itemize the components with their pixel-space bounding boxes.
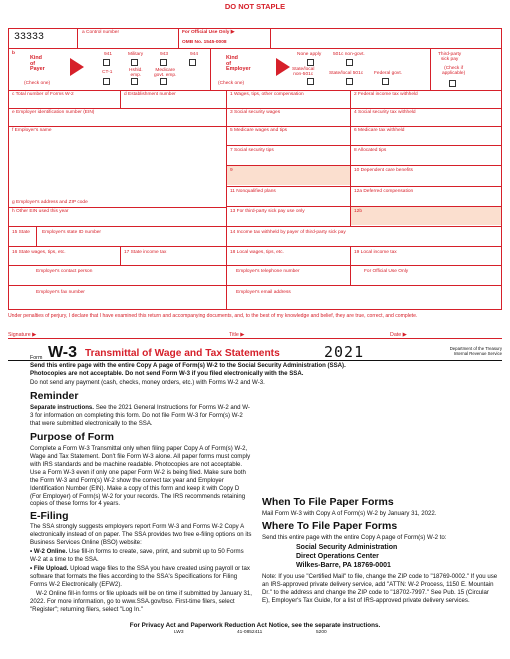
efiling-bullet-2 bbox=[30, 565, 252, 589]
control-number-label: a Control number bbox=[82, 30, 120, 35]
box-14-label: 14 Income tax withheld by payer of third-party sick pay bbox=[230, 230, 346, 235]
intro-line-1: Send this entire page with the entire Copy A page of Form(s) W-2 to the Social Security Administration (SSA). bbox=[30, 362, 346, 369]
employer-opt-federal: Federal govt. bbox=[374, 71, 402, 76]
reminder-body bbox=[30, 404, 252, 428]
employer-checkbox-statelocal[interactable] bbox=[307, 78, 314, 85]
payer-checkbox-hshld[interactable] bbox=[131, 78, 138, 85]
footer-code-2: 41-0852411 bbox=[237, 630, 263, 635]
when-body: Mail Form W-3 with Copy A of Form(s) W-2 by January 31, 2022. bbox=[262, 510, 437, 517]
employer-opt-statelocal501c: State/local 501c bbox=[329, 71, 364, 76]
payer-checkbox-medicare[interactable] bbox=[160, 78, 167, 85]
field-c-label: c Total number of Forms W-2 bbox=[12, 92, 74, 97]
box-9-label: 9 bbox=[230, 168, 233, 173]
when-heading: When To File Paper Forms bbox=[262, 496, 394, 508]
reminder-lead: Separate instructions. bbox=[30, 404, 95, 411]
intro-line-2: Photocopies are not acceptable. Do not send Form W-3 if you filed electronically with the SSA. bbox=[30, 370, 304, 377]
employer-checkbox-statelocal501c[interactable] bbox=[346, 78, 353, 85]
telephone-label: Employer's telephone number bbox=[236, 269, 300, 274]
fax-label: Employer's fax number bbox=[36, 290, 85, 295]
payer-checkbox-ct1[interactable] bbox=[103, 78, 110, 85]
box-19-label: 19 Local income tax bbox=[354, 250, 397, 255]
where-note: Note: If you use "Certified Mail" to file, change the ZIP code to "18769-0002." If you use an IRS-approved private delivery service, add "ATTN: W-2 Process, 1150 E. Mountain Dr." to the address and change the ZIP code to "18702-7997." See Pub. 15 (Circular E), Employer's Tax Guide, for a list of IRS-approved private delivery services. bbox=[262, 573, 498, 604]
payer-opt-hshld: Hshld. emp. bbox=[129, 68, 143, 79]
box-13-label: 13 For third-party sick pay use only bbox=[230, 209, 305, 214]
privacy-notice: For Privacy Act and Paperwork Reduction Act Notice, see the separate instructions. bbox=[129, 622, 381, 629]
box-15-state-id-label: Employer's state ID number bbox=[42, 230, 102, 235]
control-code: 33333 bbox=[14, 32, 45, 43]
field-f-label: f Employer's name bbox=[12, 128, 52, 133]
efiling-body: The SSA strongly suggests employers report Form W-3 and Forms W-2 Copy A electronically instead of on paper. The SSA provides two free e-filing options on its Business Services Online (BSO) website: bbox=[30, 523, 252, 546]
kind-of-employer-label: Kind of Employer bbox=[226, 55, 251, 73]
efiling-bullet-1 bbox=[30, 548, 252, 564]
box-4-label: 4 Social security tax withheld bbox=[354, 110, 416, 115]
where-heading: Where To File Paper Forms bbox=[262, 520, 398, 532]
box-15-label: 15 State bbox=[12, 230, 30, 235]
field-g-label: g Employer's address and ZIP code bbox=[12, 200, 88, 205]
do-not-staple: DO NOT STAPLE bbox=[224, 2, 286, 11]
form-year: 2021 bbox=[324, 343, 365, 361]
box-7-label: 7 Social security tips bbox=[230, 148, 274, 153]
control-number-box bbox=[8, 28, 78, 48]
payer-opt-941: 941 bbox=[104, 52, 113, 57]
employer-checkbox-501c[interactable] bbox=[346, 59, 353, 66]
field-d-label: d Establishment number bbox=[124, 92, 176, 97]
signature-label: Signature ▶ bbox=[8, 332, 37, 338]
dept-treasury: Department of the Treasury Internal Revenue Service bbox=[449, 346, 502, 357]
date-label: Date ▶ bbox=[390, 332, 407, 338]
box-17-label: 17 State income tax bbox=[124, 250, 167, 255]
official-use-only-label: For Official Use Only bbox=[364, 269, 409, 274]
third-party-checkbox[interactable] bbox=[449, 80, 456, 87]
employer-opt-statelocal: State/local non-501c bbox=[292, 67, 315, 78]
efiling-heading: E-Filing bbox=[30, 510, 69, 522]
footer-code-1: LW3 bbox=[174, 630, 184, 635]
kind-of-payer-check-one: (Check one) bbox=[24, 81, 51, 86]
box-2-label: 2 Federal income tax withheld bbox=[354, 92, 418, 97]
where-body: Send this entire page with the entire Copy A page of Form(s) W-2 to: bbox=[262, 534, 447, 541]
efiling-bullet-1-text: Use fill-in forms to create, save, print, and submit up to 50 Forms W-2 at a time to the SSA. bbox=[30, 548, 244, 563]
payer-checkbox-943[interactable] bbox=[160, 59, 167, 66]
field-h-label: h Other EIN used this year bbox=[12, 209, 69, 214]
form-code: W-3 bbox=[48, 344, 78, 361]
box-3-label: 3 Social security wages bbox=[230, 110, 281, 115]
payer-checkbox-944[interactable] bbox=[189, 59, 196, 66]
where-address-1: Social Security Administration bbox=[296, 544, 398, 551]
employer-arrow-icon bbox=[276, 58, 290, 76]
box-6-label: 6 Medicare tax withheld bbox=[354, 128, 405, 133]
box-18-label: 18 Local wages, tips, etc. bbox=[230, 250, 284, 255]
employer-opt-none: None apply bbox=[297, 52, 322, 57]
box-10-label: 10 Dependent care benefits bbox=[354, 168, 413, 173]
box-11-label: 11 Nonqualified plans bbox=[230, 189, 276, 194]
third-party-note: (Check if applicable) bbox=[442, 66, 466, 77]
field-e-label: e Employer identification number (EIN) bbox=[12, 110, 95, 115]
perjury-statement: Under penalties of perjury, I declare that I have examined this return and accompanying documents, and, to the best of my knowledge and belief, they are true, correct, and complete. bbox=[8, 313, 418, 319]
box-12b-label: 12b bbox=[354, 209, 363, 214]
footer-code-3: 5200 bbox=[316, 630, 327, 635]
employer-checkbox-none[interactable] bbox=[307, 59, 314, 66]
where-address-3: Wilkes-Barre, PA 18769-0001 bbox=[296, 562, 391, 569]
payer-opt-medicare: Medicare govt. emp. bbox=[154, 68, 177, 79]
efiling-bullet-2-text: Upload wage files to the SSA you have created using payroll or tax software that formats the files according to the SSA's Specifications for Filing Forms W-2 Electronically (EFW2). bbox=[30, 565, 250, 588]
email-label: Employer's email address bbox=[236, 290, 291, 295]
form-word: Form bbox=[30, 355, 43, 361]
box-5-label: 5 Medicare wages and tips bbox=[230, 128, 288, 133]
employer-checkbox-federal[interactable] bbox=[382, 78, 389, 85]
efiling-bullet-2-lead: • File Upload. bbox=[30, 565, 69, 572]
omb-number: OMB No. 1545-0008 bbox=[182, 40, 227, 45]
box-1-label: 1 Wages, tips, other compensation bbox=[230, 92, 304, 97]
payer-checkbox-941[interactable] bbox=[103, 59, 110, 66]
official-use-label: For Official Use Only ▶ bbox=[182, 30, 235, 35]
payer-opt-military: Military bbox=[128, 52, 144, 57]
efiling-bullet-1-lead: • W-2 Online. bbox=[30, 548, 68, 555]
box-12a-label: 12a Deferred compensation bbox=[354, 189, 414, 194]
third-party-label: Third-party sick pay bbox=[438, 52, 462, 63]
kind-of-payer-b: b bbox=[12, 51, 15, 56]
payer-checkbox-military[interactable] bbox=[131, 59, 138, 66]
title-label: Title ▶ bbox=[229, 332, 245, 338]
payer-opt-944: 944 bbox=[190, 52, 199, 57]
kind-of-employer-check-one: (Check one) bbox=[218, 81, 245, 86]
where-address-2: Direct Operations Center bbox=[296, 553, 379, 560]
employer-opt-501c: 501c non-govt. bbox=[333, 52, 365, 57]
contact-person-label: Employer's contact person bbox=[36, 269, 93, 274]
payer-arrow-icon bbox=[70, 58, 84, 76]
intro-line-3-text: Do not send any payment (cash, checks, money orders, etc.) with Forms W-2 and W-3. bbox=[30, 379, 265, 386]
reminder-heading: Reminder bbox=[30, 390, 79, 402]
box-8-label: 8 Allocated tips bbox=[354, 148, 387, 153]
purpose-heading: Purpose of Form bbox=[30, 431, 115, 443]
form-title: Transmittal of Wage and Tax Statements bbox=[85, 348, 280, 359]
efiling-closing: W-2 Online fill-in forms or file uploads will be on time if submitted by January 31, 2022. For more information, go to www.SSA.gov/bso. First-time filers, select "Register"; returning filers, select "Log In." bbox=[30, 590, 252, 613]
payer-opt-943: 943 bbox=[160, 52, 169, 57]
payer-opt-ct1: CT-1 bbox=[102, 70, 113, 75]
kind-of-payer-label: Kind of Payer bbox=[30, 55, 45, 73]
purpose-body: Complete a Form W-3 Transmittal only when filing paper Copy A of Form(s) W-2, Wage and Tax Statement. Don't file Form W-3 alone. All paper forms must comply with IRS standards and be machine readable. Photocopies are not acceptable. Use a Form W-3 even if only one paper Form W-2 is being filed. Make sure both the Form W-3 and Form(s) W-2 show the correct tax year and Employer Identification Number (EIN). Make a copy of this form and keep it with Copy D (For Employer) of Form(s) W-2 for your records. The IRS recommends retaining copies of these forms for 4 years. bbox=[30, 445, 251, 508]
reminder-text: See the 2021 General Instructions for Forms W-2 and W-3 for information on completing this form. Do not file Form W-3 for Form(s) W-2 that were submitted electronically to the SSA. bbox=[30, 404, 250, 427]
intro-line-3 bbox=[30, 379, 500, 387]
box-16-label: 16 State wages, tips, etc. bbox=[12, 250, 66, 255]
